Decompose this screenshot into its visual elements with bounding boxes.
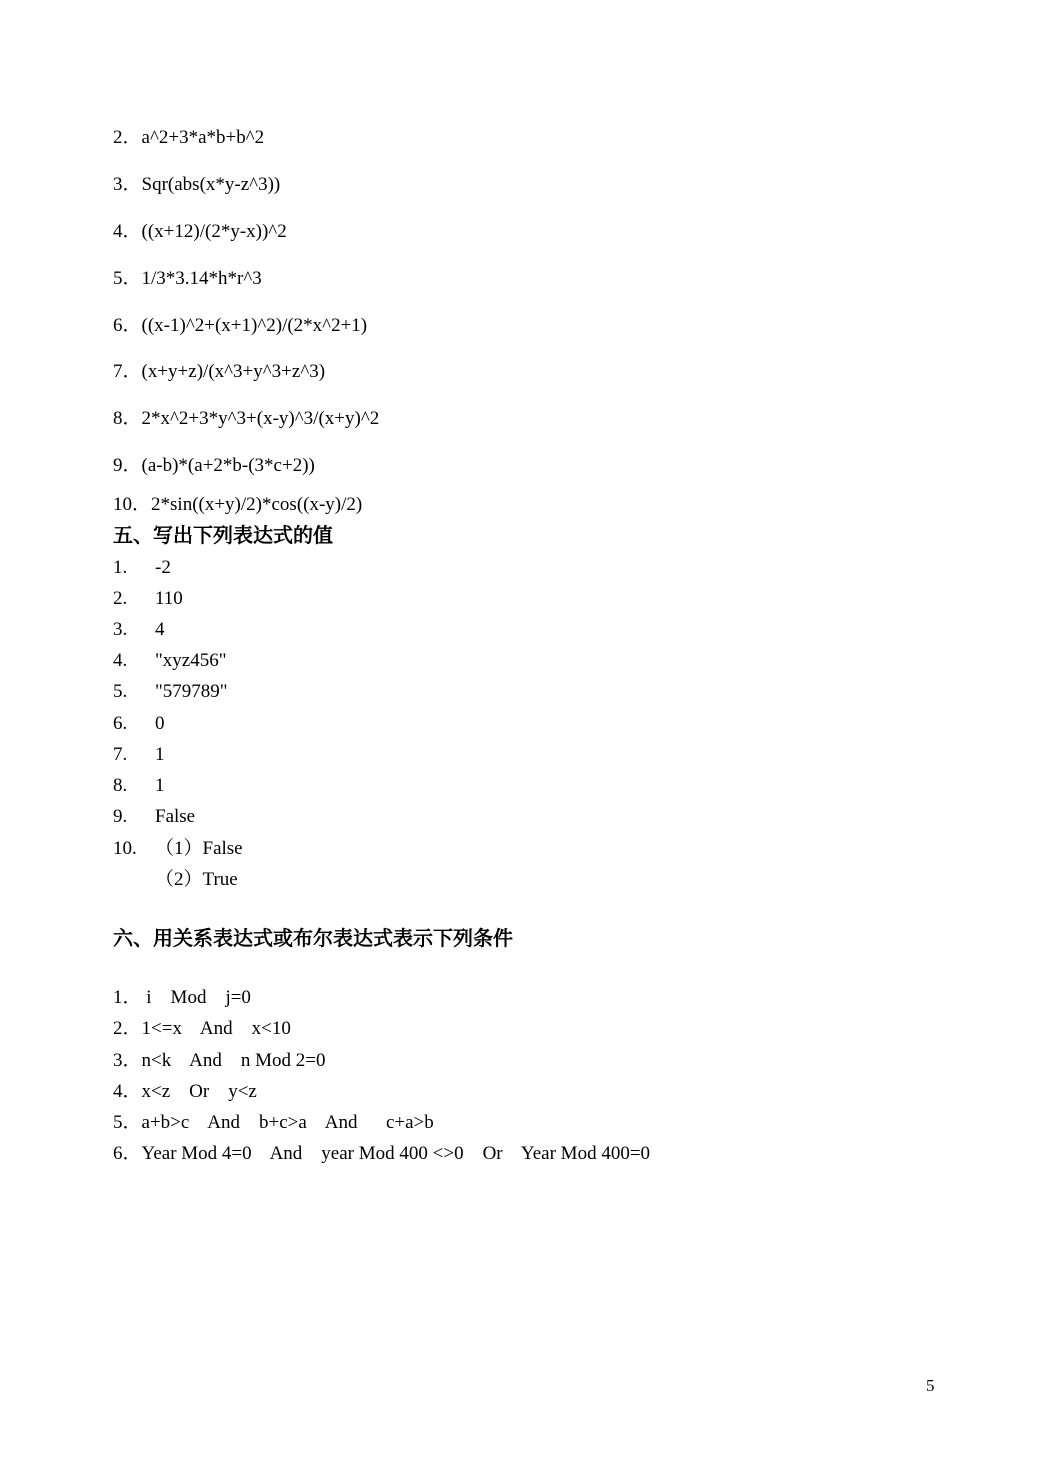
list-item: 5．a+b>c And b+c>a And c+a>b xyxy=(113,1112,434,1133)
list-item: 2．1<=x And x<10 xyxy=(113,1018,291,1039)
list-item-subpart: （2）True xyxy=(155,869,238,890)
list-item: 6．Year Mod 4=0 And year Mod 400 <>0 Or Year Mod 400=0 xyxy=(113,1143,651,1164)
list-item: 7．(x+y+z)/(x^3+y^3+z^3) xyxy=(113,361,326,382)
list-item: 10．2*sin((x+y)/2)*cos((x-y)/2) xyxy=(113,494,363,515)
list-item: 5. "579789" xyxy=(113,681,228,702)
list-item: 2．a^2+3*a*b+b^2 xyxy=(113,127,265,148)
list-item: 3．Sqr(abs(x*y-z^3)) xyxy=(113,174,281,195)
list-item: 3. 4 xyxy=(113,619,165,640)
list-item: 1. -2 xyxy=(113,557,171,578)
list-item: 4．x<z Or y<z xyxy=(113,1081,257,1102)
page-number: 5 xyxy=(926,1376,935,1395)
list-item: 9. False xyxy=(113,806,196,827)
list-item: 4．((x+12)/(2*y-x))^2 xyxy=(113,221,287,242)
section-heading: 五、写出下列表达式的值 xyxy=(113,523,333,547)
list-item: 10. （1）False xyxy=(113,838,243,859)
list-item: 8．2*x^2+3*y^3+(x-y)^3/(x+y)^2 xyxy=(113,408,380,429)
list-item: 3．n<k And n Mod 2=0 xyxy=(113,1050,326,1071)
list-item: 1． i Mod j=0 xyxy=(113,987,251,1008)
section-heading: 六、用关系表达式或布尔表达式表示下列条件 xyxy=(113,926,513,950)
list-item: 7. 1 xyxy=(113,744,165,765)
list-item: 5．1/3*3.14*h*r^3 xyxy=(113,268,262,289)
list-item: 2. 110 xyxy=(113,588,183,609)
list-item: 8. 1 xyxy=(113,775,165,796)
list-item: 6. 0 xyxy=(113,713,165,734)
list-item: 9．(a-b)*(a+2*b-(3*c+2)) xyxy=(113,455,315,476)
list-item: 6．((x-1)^2+(x+1)^2)/(2*x^2+1) xyxy=(113,315,368,336)
list-item: 4. "xyz456" xyxy=(113,650,227,671)
